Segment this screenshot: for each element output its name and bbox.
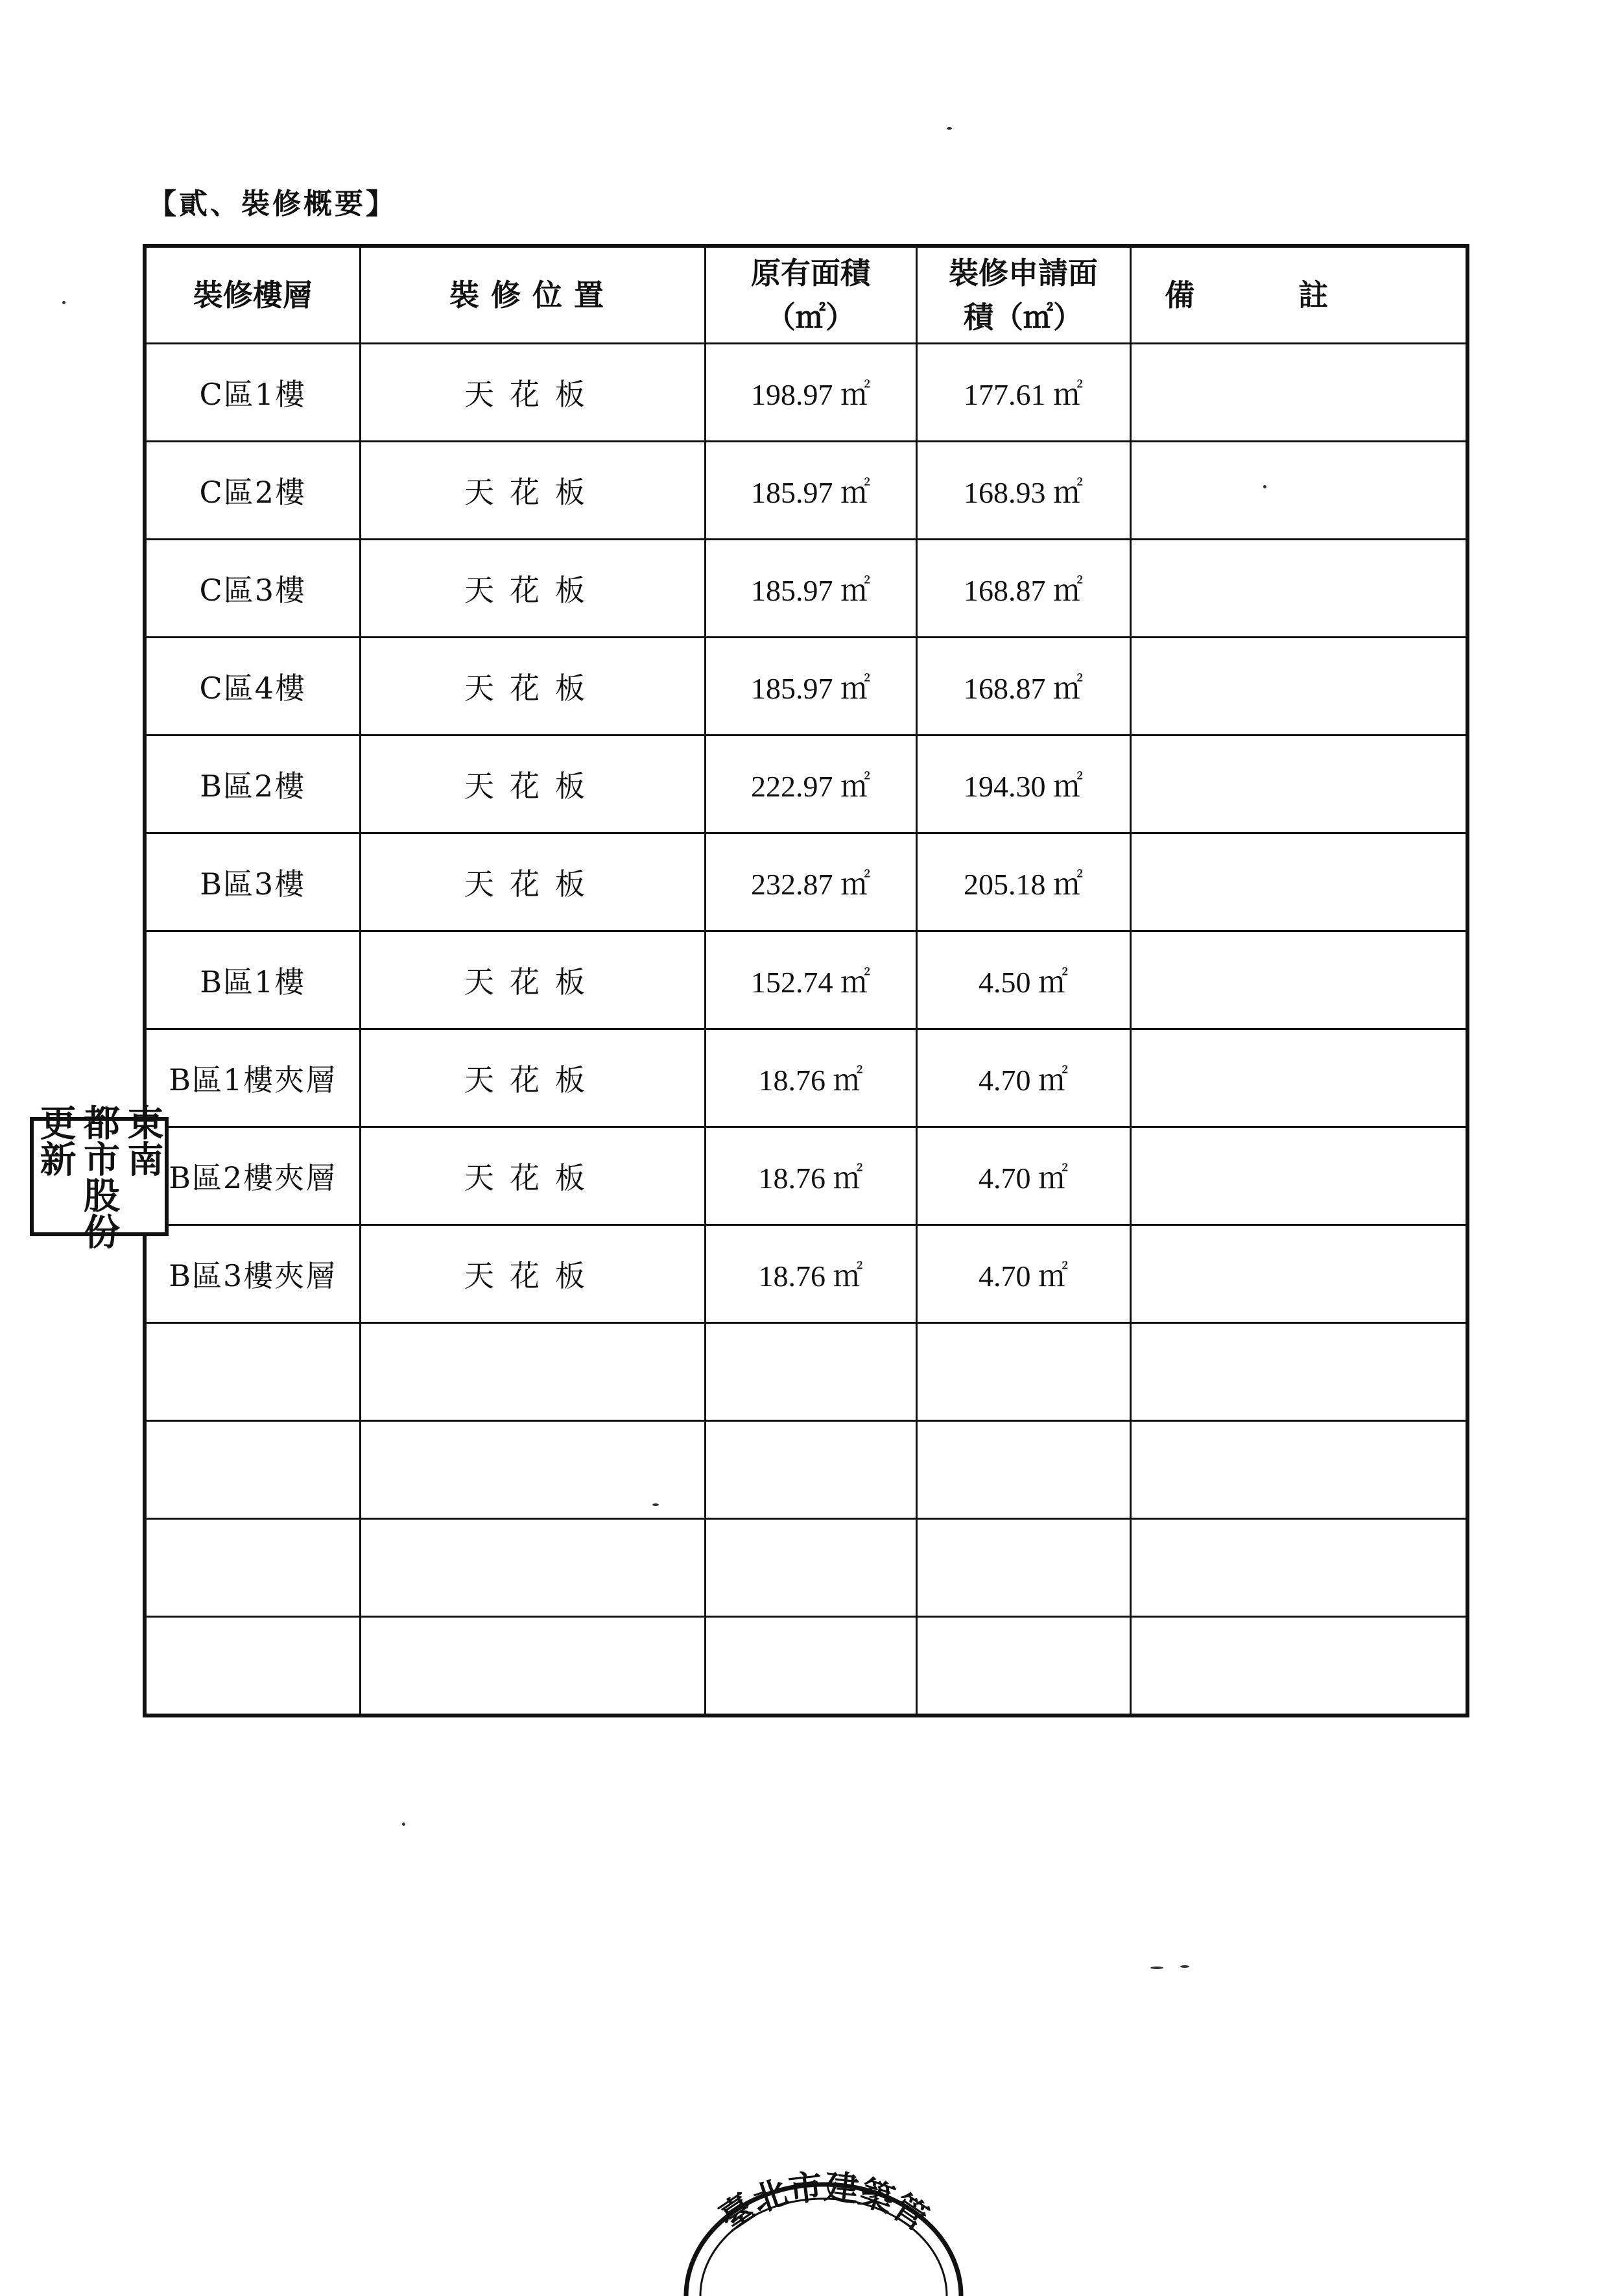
scan-speck [947,127,952,130]
remarks-cell [1130,638,1467,735]
header-position: 裝修位置 [360,246,705,344]
original-area-cell: 222.97 ㎡ [705,735,916,833]
building-authority-seal [674,2166,973,2296]
applied-area-cell: 168.87 ㎡ [916,540,1130,638]
applied-area-cell: 4.50 ㎡ [916,931,1130,1029]
floor-cell: B區1樓 [145,931,360,1029]
remarks-cell [1130,1225,1467,1323]
floor-cell [145,1421,360,1519]
applied-area-cell: 168.87 ㎡ [916,638,1130,735]
position-cell: 天花板 [360,442,705,540]
remarks-cell [1130,833,1467,931]
seal-character-column: 股份 [78,1177,121,1249]
scan-speck [1150,1967,1163,1969]
header-original-area [705,246,916,344]
header-floor: 裝修樓層 [145,246,360,344]
original-area-cell [705,1421,916,1519]
remarks-cell [1130,540,1467,638]
applied-area-cell [916,1323,1130,1421]
header-applied-area-line2: 積（㎡） [964,300,1083,335]
position-cell: 天花板 [360,833,705,931]
original-area-cell: 18.76 ㎡ [705,1029,916,1127]
position-cell: 天花板 [360,735,705,833]
applied-area-cell: 4.70 ㎡ [916,1225,1130,1323]
scan-speck [652,1503,659,1506]
original-area-cell [705,1323,916,1421]
remarks-cell [1130,1323,1467,1421]
applied-area-cell: 4.70 ㎡ [916,1029,1130,1127]
floor-cell: C區2樓 [145,442,360,540]
applied-area-cell: 168.93 ㎡ [916,442,1130,540]
floor-cell: C區4樓 [145,638,360,735]
floor-cell [145,1323,360,1421]
original-area-cell: 185.97 ㎡ [705,540,916,638]
table-row [145,638,1467,735]
remarks-cell [1130,1029,1467,1127]
table-header-row [145,246,1467,344]
remarks-cell [1130,931,1467,1029]
svg-text:臺北市建築管 [712,2167,934,2238]
remarks-cell [1130,442,1467,540]
position-cell: 天花板 [360,344,705,442]
original-area-cell [705,1519,916,1617]
original-area-cell: 232.87 ㎡ [705,833,916,931]
floor-cell [145,1617,360,1716]
position-cell [360,1617,705,1716]
applied-area-cell: 205.18 ㎡ [916,833,1130,931]
table-row [145,931,1467,1029]
table-row [145,1029,1467,1127]
company-seal [30,1104,169,1249]
seal-character-column: 更新 [34,1104,77,1177]
table-row [145,1127,1467,1225]
scan-speck [1180,1965,1189,1968]
position-cell: 天花板 [360,1127,705,1225]
remarks-cell [1130,1127,1467,1225]
seal-bottom-text: 臺北市建築管 [712,2166,935,2239]
original-area-cell: 185.97 ㎡ [705,638,916,735]
applied-area-cell: 194.30 ㎡ [916,735,1130,833]
floor-cell: C區1樓 [145,344,360,442]
applied-area-cell [916,1519,1130,1617]
scan-speck [62,301,65,304]
table-row [145,442,1467,540]
table-row [145,1617,1467,1716]
scan-speck [1263,485,1266,488]
position-cell: 天花板 [360,540,705,638]
applied-area-cell: 177.61 ㎡ [916,344,1130,442]
header-remarks: 備註 [1130,246,1467,344]
header-original-area-line2: （㎡） [766,300,855,335]
remarks-cell [1130,1421,1467,1519]
position-cell: 天花板 [360,1029,705,1127]
remarks-cell [1130,344,1467,442]
original-area-cell: 18.76 ㎡ [705,1225,916,1323]
remarks-cell [1130,1617,1467,1716]
seal-character-column: 都市 [77,1104,121,1177]
original-area-cell: 18.76 ㎡ [705,1127,916,1225]
applied-area-cell [916,1421,1130,1519]
table-row [145,344,1467,442]
applied-area-cell [916,1617,1130,1716]
position-cell [360,1519,705,1617]
remarks-cell [1130,1519,1467,1617]
floor-cell: B區3樓 [145,833,360,931]
floor-cell [145,1519,360,1617]
position-cell: 天花板 [360,638,705,735]
table-row [145,1421,1467,1519]
floor-cell: B區1樓夾層 [145,1029,360,1127]
position-cell: 天花板 [360,931,705,1029]
table-row [145,1519,1467,1617]
table-row [145,540,1467,638]
floor-cell: B區2樓 [145,735,360,833]
header-applied-area-line1: 裝修申請面 [949,256,1098,291]
original-area-cell: 198.97 ㎡ [705,344,916,442]
floor-cell: C區3樓 [145,540,360,638]
table-row [145,735,1467,833]
floor-cell: B區2樓夾層 [145,1127,360,1225]
position-cell: 天花板 [360,1225,705,1323]
original-area-cell [705,1617,916,1716]
floor-cell: B區3樓夾層 [145,1225,360,1323]
table-row [145,1323,1467,1421]
applied-area-cell: 4.70 ㎡ [916,1127,1130,1225]
table-row [145,1225,1467,1323]
section-title: 【貳、裝修概要】 [148,187,397,221]
scan-speck [402,1823,405,1826]
original-area-cell: 152.74 ㎡ [705,931,916,1029]
header-applied-area [916,246,1130,344]
seal-character-column: 東南 [121,1104,165,1177]
position-cell [360,1323,705,1421]
table-row [145,833,1467,931]
renovation-summary-table [143,244,1469,1717]
remarks-cell [1130,735,1467,833]
header-original-area-line1: 原有面積 [751,256,870,291]
original-area-cell: 185.97 ㎡ [705,442,916,540]
